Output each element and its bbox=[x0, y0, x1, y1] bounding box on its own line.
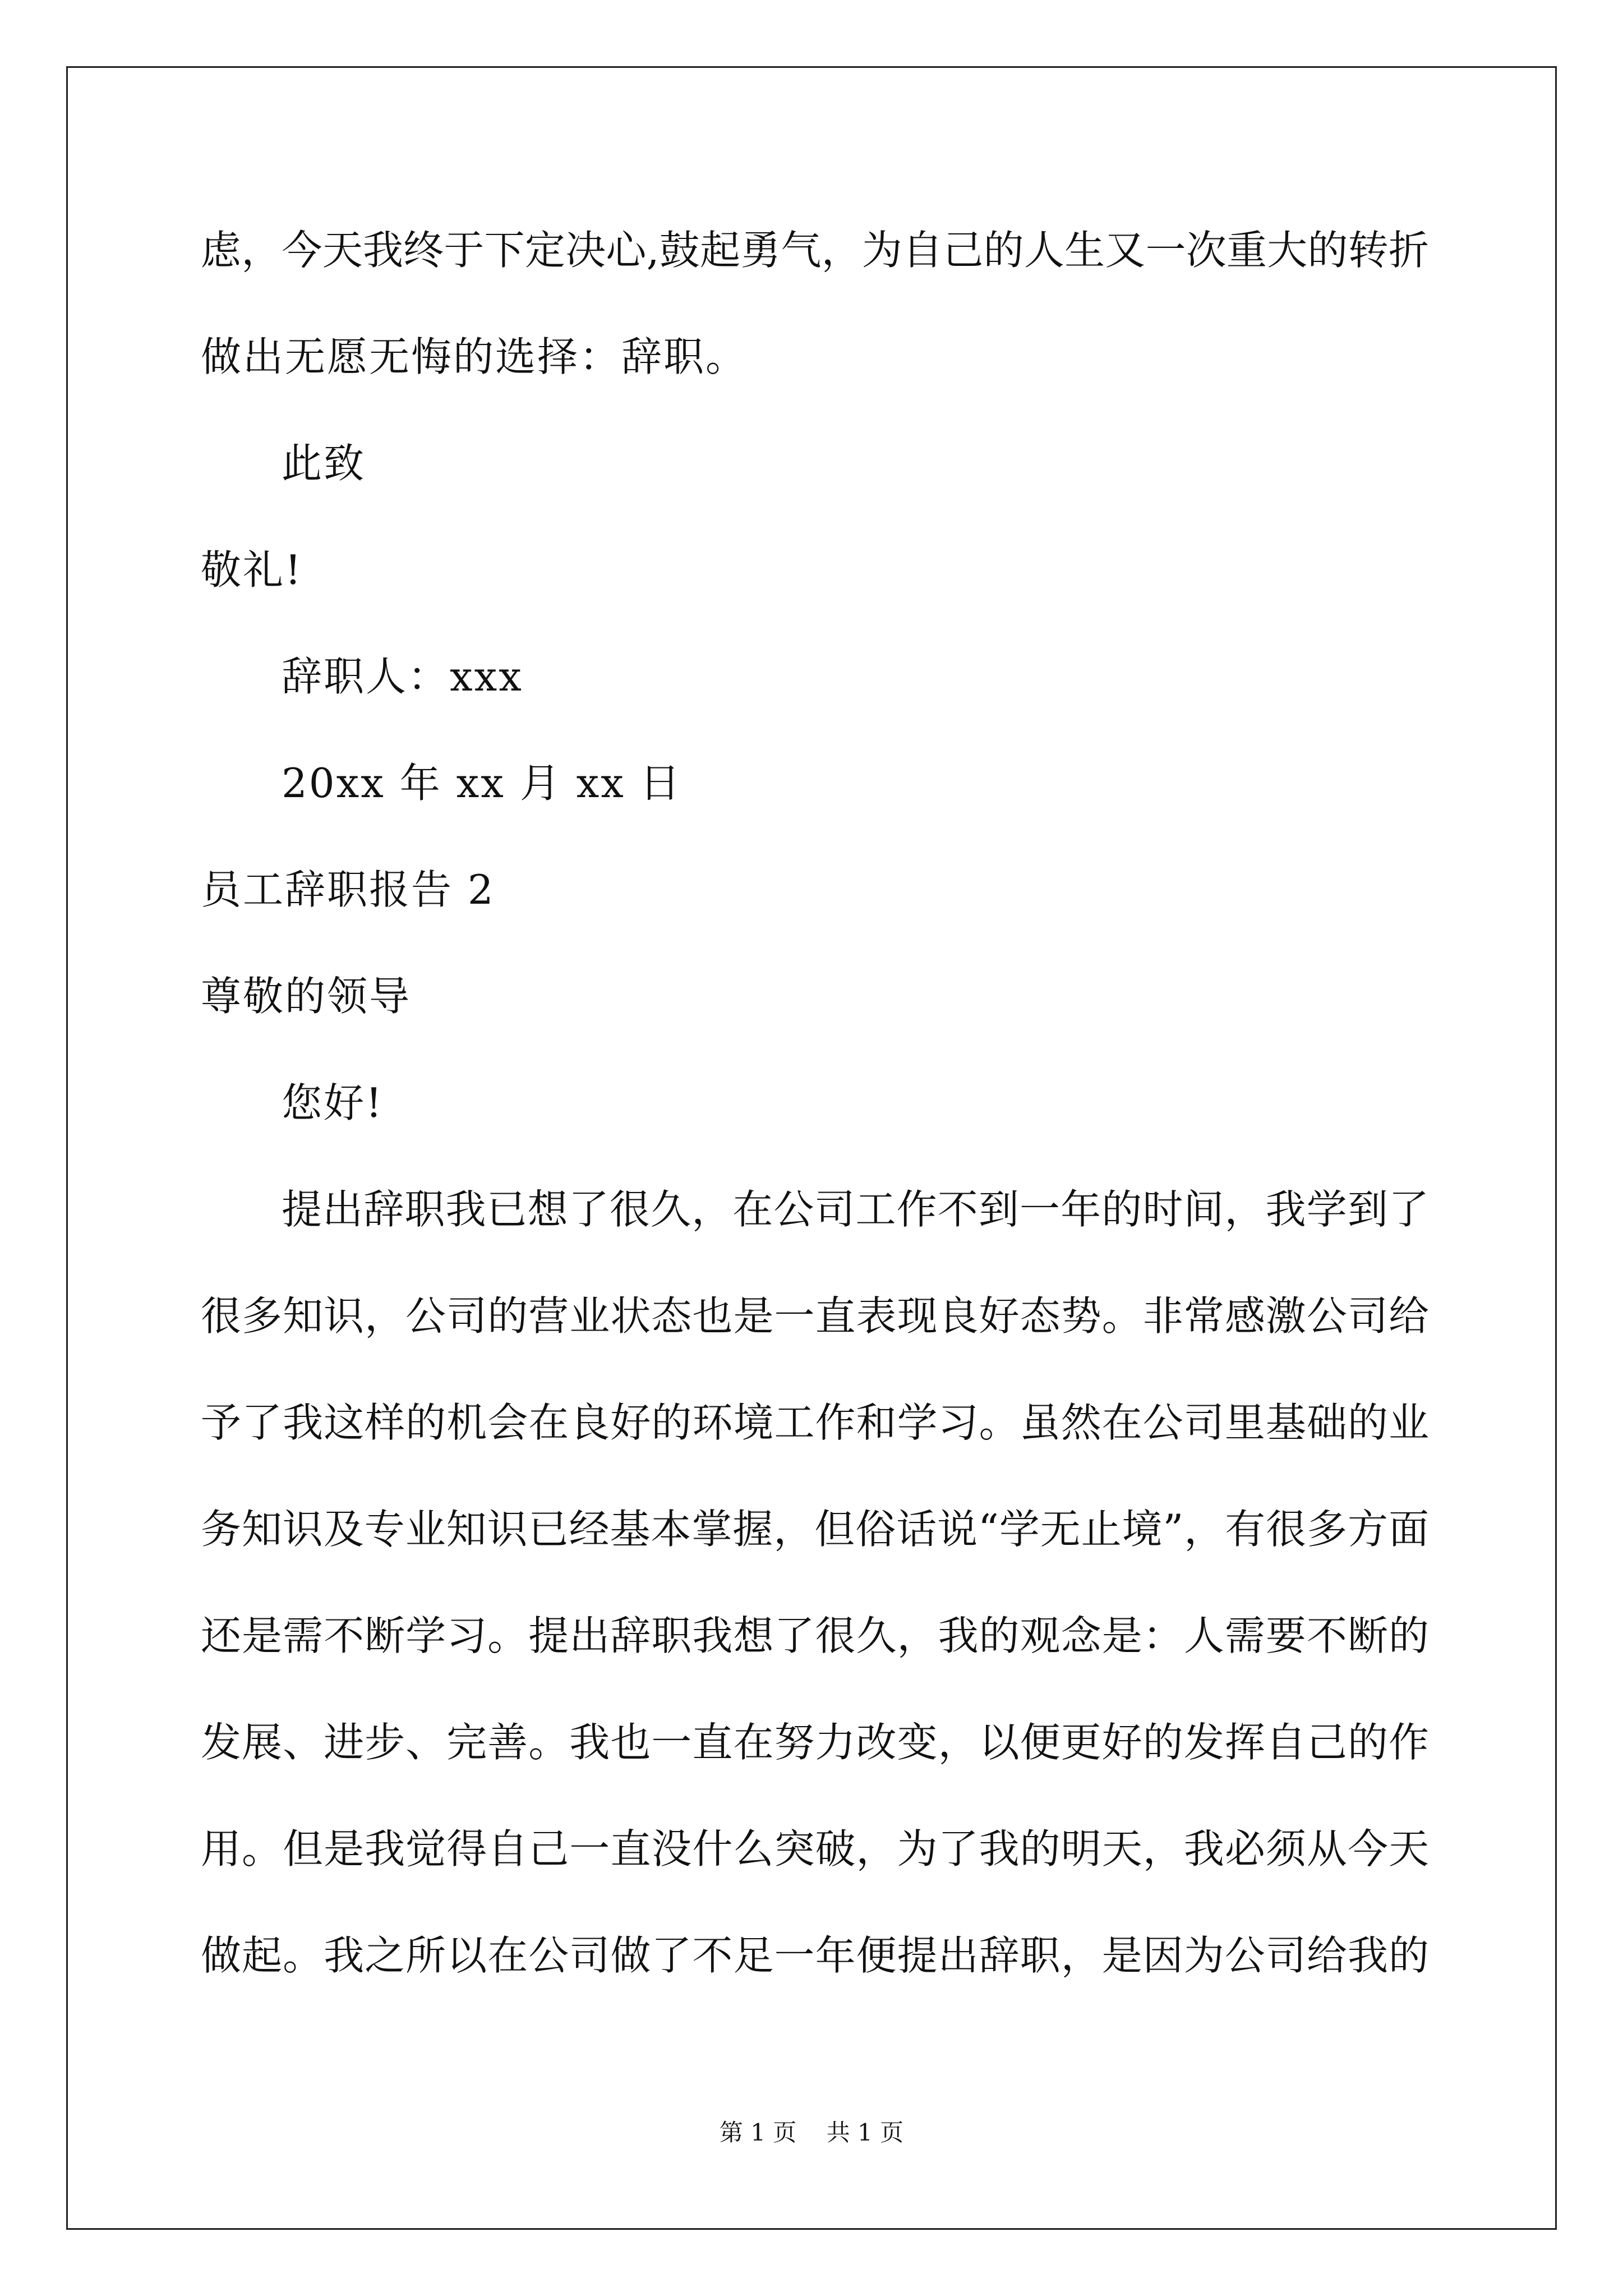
body-line: 还是需不断学习。提出辞职我想了很久，我的观念是：人需要不断的 bbox=[201, 1612, 1429, 1659]
closing-salutation: 此致 bbox=[282, 440, 366, 487]
body-line: 用。但是我觉得自己一直没什么突破，为了我的明天，我必须从今天 bbox=[201, 1825, 1429, 1872]
body-line: 提出辞职我已想了很久，在公司工作不到一年的时间，我学到了 bbox=[282, 1186, 1429, 1233]
body-line: 做出无愿无悔的选择：辞职。 bbox=[201, 333, 748, 380]
page-border bbox=[66, 66, 1557, 2230]
signature-line: 辞职人：xxx bbox=[282, 653, 523, 700]
body-line: 务知识及专业知识已经基本掌握，但俗话说“学无止境”，有很多方面 bbox=[201, 1506, 1429, 1553]
page-number-footer: 第 1 页 共 1 页 bbox=[719, 2119, 904, 2146]
closing-regards: 敬礼! bbox=[201, 546, 303, 593]
date-line: 20xx 年 xx 月 xx 日 bbox=[282, 760, 682, 807]
salutation: 尊敬的领导 bbox=[201, 973, 412, 1020]
body-line: 很多知识，公司的营业状态也是一直表现良好态势。非常感激公司给 bbox=[201, 1292, 1429, 1340]
body-line: 发展、进步、完善。我也一直在努力改变，以便更好的发挥自己的作 bbox=[201, 1719, 1429, 1766]
body-line: 予了我这样的机会在良好的环境工作和学习。虽然在公司里基础的业 bbox=[201, 1399, 1429, 1446]
section-title: 员工辞职报告 2 bbox=[201, 866, 495, 913]
body-line: 虑，今天我终于下定决心,鼓起勇气，为自己的人生又一次重大的转折 bbox=[201, 227, 1429, 274]
body-line: 做起。我之所以在公司做了不足一年便提出辞职，是因为公司给我的 bbox=[201, 1932, 1429, 1979]
greeting: 您好! bbox=[282, 1079, 384, 1126]
